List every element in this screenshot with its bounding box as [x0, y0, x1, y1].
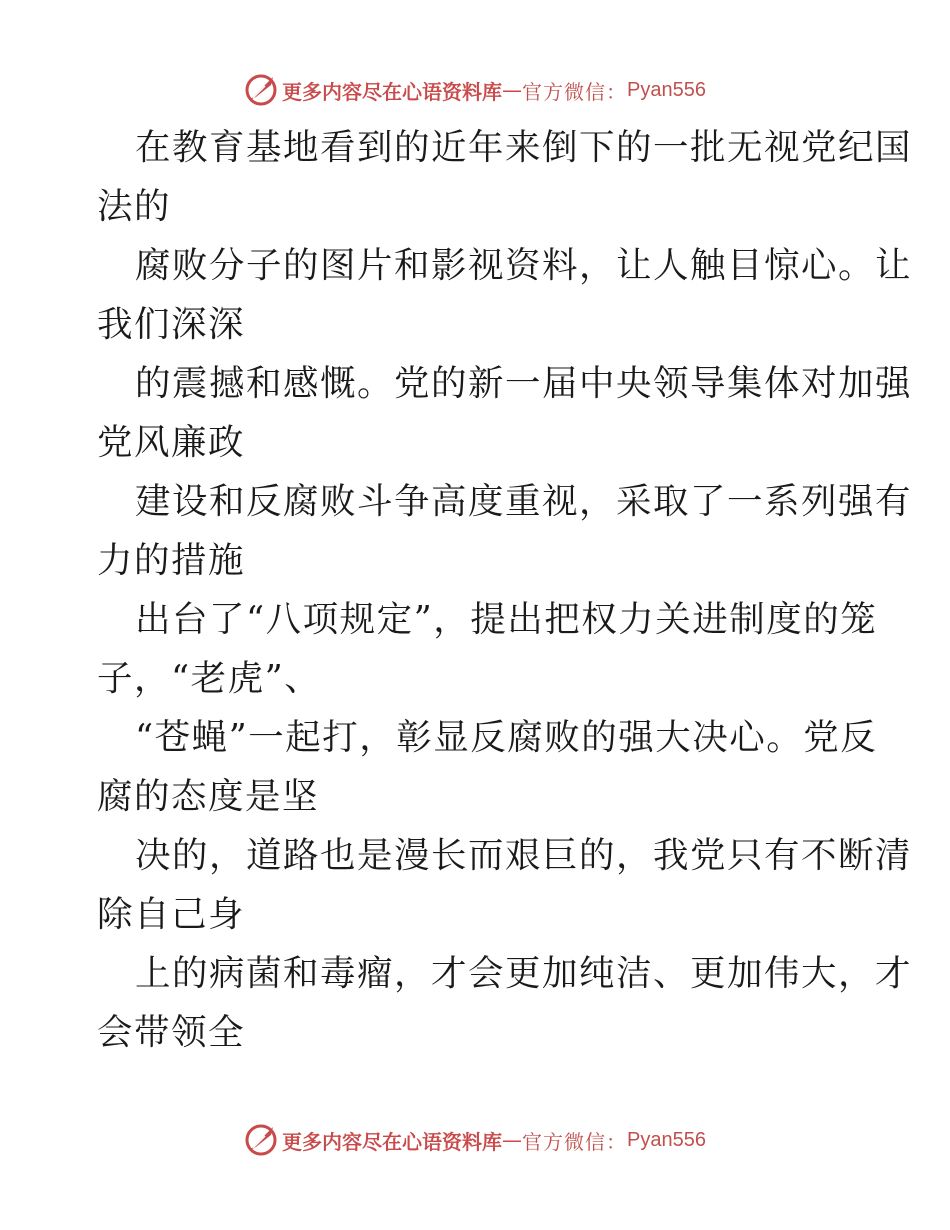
body-line-12: 腐的态度是坚 [97, 776, 320, 817]
body-line-11: “苍蝇”一起打，彰显反腐败的强大决心。党反 [135, 717, 878, 758]
body-line-9: 出台了“八项规定”，提出把权力关进制度的笼 [135, 599, 878, 640]
quill-pen-logo-icon [244, 73, 278, 107]
body-line-3: 腐败分子的图片和影视资料，让人触目惊心。让 [135, 245, 913, 286]
header-wechat-id: Pyan556 [627, 78, 706, 101]
footer-brand-text: 更多内容尽在心语资料库 [282, 1129, 503, 1154]
header-official-label: 官方微信： [522, 79, 628, 104]
quill-pen-logo-icon [244, 1123, 278, 1157]
body-line-8: 力的措施 [97, 540, 246, 581]
body-line-14: 除自己身 [97, 894, 246, 935]
header-banner [0, 70, 950, 110]
body-line-4: 我们深深 [97, 304, 246, 345]
footer-wechat-id: Pyan556 [627, 1128, 706, 1151]
body-line-1: 在教育基地看到的近年来倒下的一批无视党纪国 [135, 127, 913, 168]
body-line-13: 决的，道路也是漫长而艰巨的，我党只有不断清 [135, 835, 913, 876]
body-line-7: 建设和反腐败斗争高度重视，采取了一系列强有 [135, 481, 913, 522]
footer-banner [0, 1120, 950, 1160]
body-line-6: 党风廉政 [97, 422, 246, 463]
body-line-2: 法的 [97, 186, 172, 227]
header-dash: — [502, 78, 523, 102]
header-brand-text: 更多内容尽在心语资料库 [282, 79, 503, 104]
footer-dash: — [502, 1128, 523, 1152]
body-line-5: 的震撼和感慨。党的新一届中央领导集体对加强 [135, 363, 913, 404]
body-line-15: 上的病菌和毒瘤，才会更加纯洁、更加伟大，才 [135, 953, 913, 994]
body-line-10: 子，“老虎”、 [97, 658, 322, 699]
body-line-16: 会带领全 [97, 1012, 246, 1053]
document-body [97, 118, 913, 1062]
footer-official-label: 官方微信： [522, 1129, 628, 1154]
